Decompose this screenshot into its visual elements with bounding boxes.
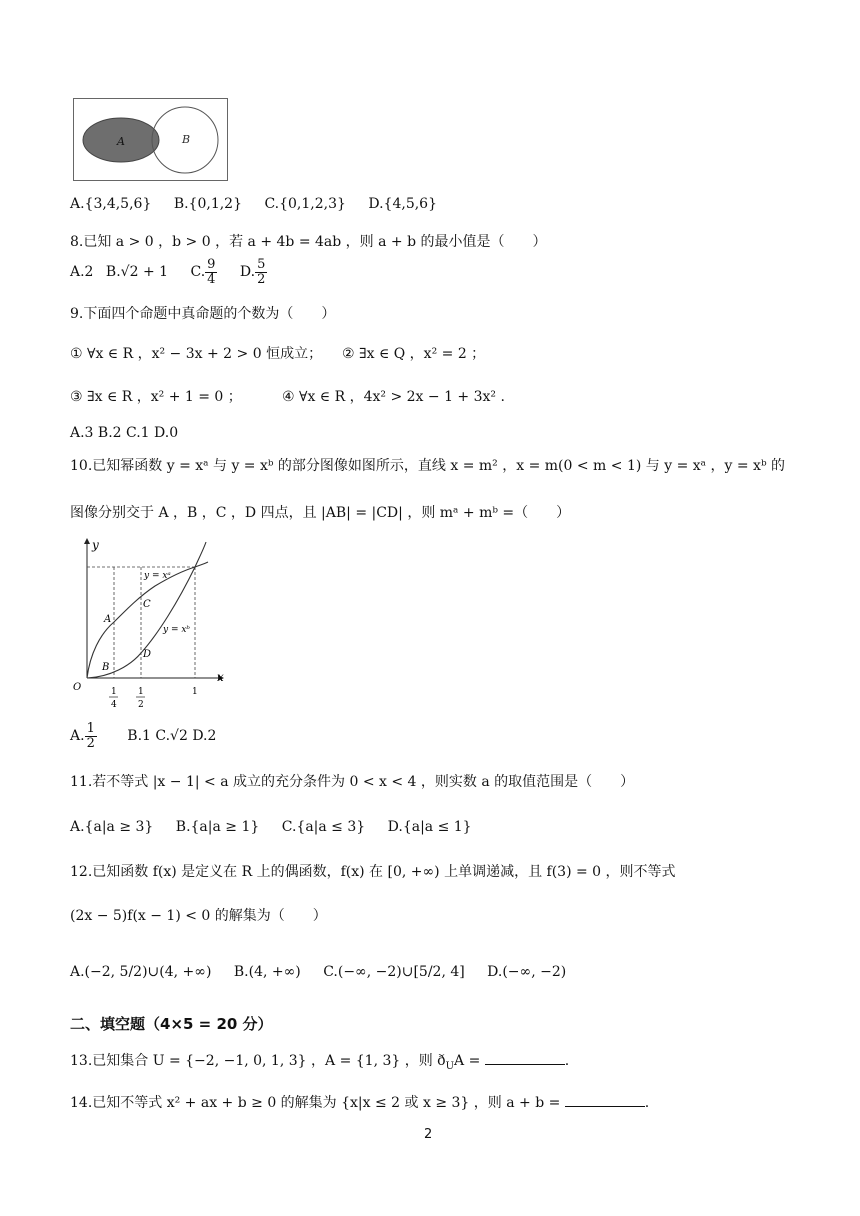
q11-option-d: D.{a|a ≤ 1} bbox=[387, 819, 472, 835]
q14-end: . bbox=[644, 1095, 650, 1111]
fraction-numerator: 5 bbox=[257, 257, 266, 272]
q8-option-c-prefix: C. bbox=[190, 264, 206, 281]
q9-stem: 9.下面四个命题中真命题的个数为（ ） bbox=[70, 306, 336, 322]
q14-answer-blank[interactable] bbox=[565, 1094, 645, 1107]
tick-quarter-denominator: 4 bbox=[111, 700, 117, 710]
curve-b-label: y = xᵇ bbox=[163, 625, 191, 635]
q12-stem-line1: 12.已知函数 f(x) 是定义在 R 上的偶函数，f(x) 在 [0, +∞) 上单调递减，且 f(3) = 0 ，则不等式 bbox=[70, 864, 676, 880]
q11-option-b: B.{a|a ≥ 1} bbox=[175, 819, 260, 835]
power-function-graph bbox=[60, 536, 240, 722]
q7-options bbox=[70, 196, 455, 213]
q9-options: A.3 B.2 C.1 D.0 bbox=[70, 425, 179, 441]
q10-options bbox=[70, 722, 216, 750]
q11-option-a: A.{a|a ≥ 3} bbox=[70, 819, 154, 835]
fraction-denominator: 2 bbox=[86, 735, 95, 751]
section-heading-fill-in: 二、填空题（4×5 = 20 分） bbox=[70, 1015, 273, 1033]
q8-options bbox=[70, 258, 267, 286]
q8-option-d-fraction bbox=[255, 258, 267, 286]
origin-label: O bbox=[73, 682, 82, 693]
q7-option-b: B.{0,1,2} bbox=[173, 196, 242, 212]
q14-line bbox=[70, 1094, 649, 1112]
q7-option-d: D.{4,5,6} bbox=[368, 196, 437, 212]
q10-options-rest: B.1 C.√2 D.2 bbox=[127, 728, 217, 745]
q14-stem: 14.已知不等式 x² + ax + b ≥ 0 的解集为 {x|x ≤ 2 或 x ≥ 3} ，则 a + b = bbox=[70, 1095, 561, 1111]
point-b-label: B bbox=[102, 662, 110, 673]
q11-options bbox=[70, 819, 490, 836]
x-axis-label: x bbox=[217, 670, 224, 684]
fraction-numerator: 9 bbox=[207, 257, 216, 272]
q10-stem-line1: 10.已知幂函数 y = xᵃ 与 y = xᵇ 的部分图像如图所示，直线 x = m² ，x = m(0 < m < 1) 与 y = xᵃ ，y = xᵇ 的 bbox=[70, 458, 785, 474]
point-a-label: A bbox=[104, 614, 112, 625]
fraction-denominator: 4 bbox=[207, 271, 216, 287]
q11-stem: 11.若不等式 |x − 1| < a 成立的充分条件为 0 < x < 4 ，则实数 a 的取值范围是（ ） bbox=[70, 774, 635, 790]
point-d-label: D bbox=[143, 649, 152, 660]
q7-option-a: A.{3,4,5,6} bbox=[70, 196, 152, 212]
q12-option-a: A.(−2, 5/2)∪(4, +∞) bbox=[70, 964, 212, 980]
q7-option-c: C.{0,1,2,3} bbox=[264, 196, 346, 212]
q9-proposition-1: ① ∀x ∈ R ，x² − 3x + 2 > 0 恒成立； bbox=[70, 346, 323, 362]
q12-option-b: B.(4, +∞) bbox=[233, 964, 301, 980]
q13-tail: A = bbox=[454, 1053, 481, 1069]
q13-answer-blank[interactable] bbox=[485, 1052, 565, 1065]
q13-end: . bbox=[564, 1053, 570, 1069]
tick-quarter-numerator: 1 bbox=[111, 687, 117, 697]
q8-option-b: B.√2 + 1 bbox=[105, 264, 169, 281]
q13-stem: 13.已知集合 U = {−2, −1, 0, 1, 3} ，A = {1, 3} ，则 ð bbox=[70, 1053, 446, 1069]
q11-option-c: C.{a|a ≤ 3} bbox=[281, 819, 366, 835]
q12-option-d: D.(−∞, −2) bbox=[487, 964, 567, 980]
q10-option-a-fraction bbox=[85, 722, 97, 750]
q9-proposition-4: ④ ∀x ∈ R ，4x² > 2x − 1 + 3x² . bbox=[282, 389, 505, 405]
q13-line bbox=[70, 1052, 569, 1073]
curve-a-label: y = xᵃ bbox=[144, 571, 171, 581]
q8-option-d-prefix: D. bbox=[239, 264, 256, 281]
q8-option-c-fraction bbox=[205, 258, 217, 286]
fraction-numerator: 1 bbox=[86, 721, 95, 736]
fraction-denominator: 2 bbox=[257, 271, 266, 287]
set-a-label: A bbox=[117, 135, 125, 148]
q8-option-a: A.2 bbox=[70, 264, 94, 281]
q8-stem: 8.已知 a > 0 ，b > 0 ，若 a + 4b = 4ab ，则 a + b 的最小值是（ ） bbox=[70, 234, 547, 250]
venn-diagram bbox=[73, 98, 229, 182]
q13-subscript: U bbox=[445, 1060, 455, 1072]
q12-stem-line2: (2x − 5)f(x − 1) < 0 的解集为（ ） bbox=[70, 908, 327, 924]
tick-half-numerator: 1 bbox=[138, 687, 144, 697]
y-axis-label: y bbox=[92, 538, 99, 552]
set-b-label: B bbox=[182, 133, 191, 146]
q12-options bbox=[70, 964, 584, 981]
q9-proposition-3: ③ ∃x ∈ R ，x² + 1 = 0 ； bbox=[70, 389, 242, 405]
q10-stem-line2: 图像分别交于 A ，B ，C ，D 四点，且 |AB| = |CD| ，则 mᵃ + mᵇ =（ ） bbox=[70, 505, 571, 521]
page-number: 2 bbox=[424, 1127, 433, 1142]
y-axis-arrow-icon bbox=[84, 538, 90, 544]
q10-option-a-prefix: A. bbox=[70, 728, 85, 745]
tick-half-denominator: 2 bbox=[138, 700, 144, 710]
tick-one-label: 1 bbox=[192, 687, 198, 697]
q9-proposition-2: ② ∃x ∈ Q ，x² = 2 ； bbox=[342, 346, 486, 362]
q12-option-c: C.(−∞, −2)∪[5/2, 4] bbox=[323, 964, 465, 980]
point-c-label: C bbox=[143, 599, 151, 610]
